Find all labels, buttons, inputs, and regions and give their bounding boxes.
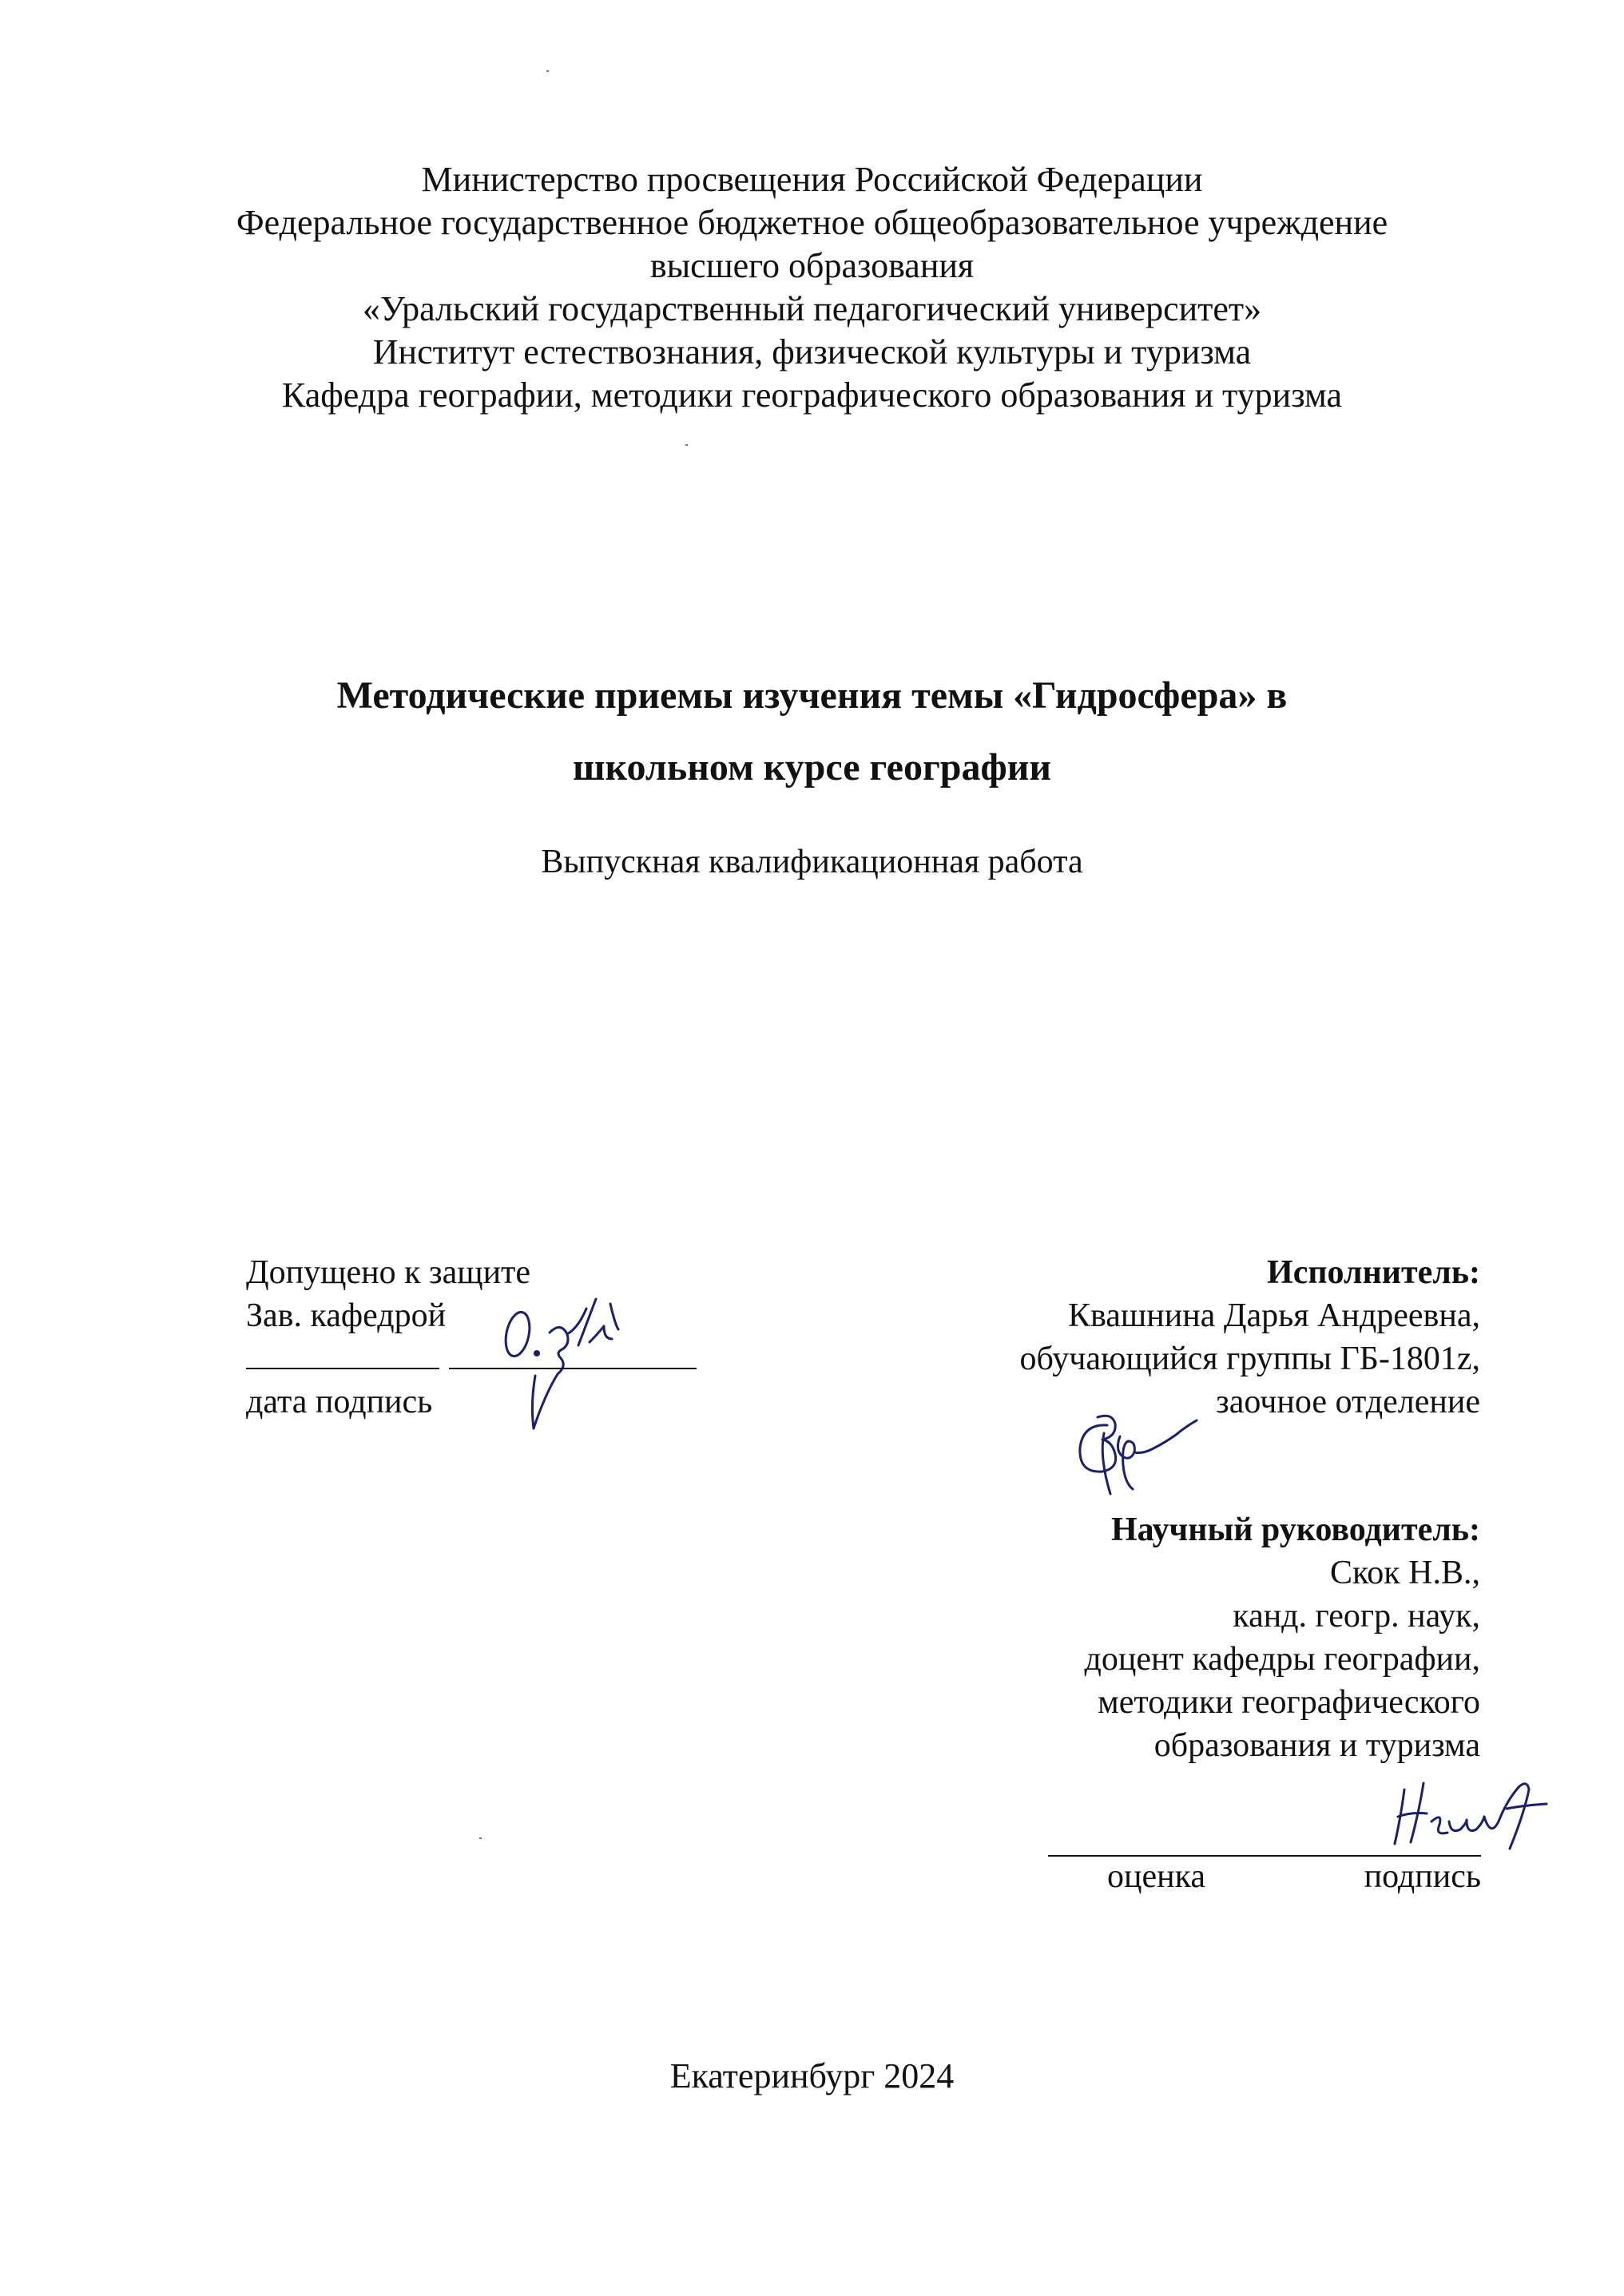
head-signature [484,1293,644,1436]
title-line-1: Методические приемы изучения темы «Гидросфера» в [336,674,1288,717]
header-line: Кафедра географии, методики географического образования и туризма [281,375,1343,415]
thesis-title [0,660,1624,804]
supervisor-degree: канд. геогр. наук, [1233,1598,1480,1635]
signature-label: подпись [1364,1858,1481,1895]
date-line [246,1368,439,1369]
executor-signature [1066,1409,1201,1505]
executor-group: обучающийся группы ГБ-1801z, [1019,1341,1480,1377]
date-signature-label: дата подпись [246,1384,433,1420]
header-line: Федеральное государственное бюджетное общеобразовательное учреждение [236,203,1388,242]
supervisor-signature [1387,1774,1555,1853]
executor-name: Квашнина Дарья Андреевна, [1067,1297,1480,1334]
supervisor-name: Скок Н.В., [1329,1555,1480,1591]
scan-speck [546,70,549,72]
title-line-2: школьном курсе географии [572,746,1051,789]
city-year: Екатеринбург 2024 [669,2056,955,2095]
supervisor-position: методики географического [1098,1684,1480,1721]
header-line: высшего образования [649,246,975,285]
head-of-department-label: Зав. кафедрой [246,1297,447,1334]
admission-text: Допущено к защите [246,1254,531,1291]
executor-department: заочное отделение [1216,1384,1480,1420]
header-line: Министерство просвещения Российской Федерации [421,160,1203,199]
executor-block [1019,1251,1480,1424]
executor-heading: Исполнитель: [1267,1254,1480,1291]
header-line: Институт естествознания, физической культуры и туризма [372,332,1252,371]
supervisor-block [1085,1508,1480,1767]
scan-speck [479,1837,482,1839]
scan-speck [685,444,688,446]
grade-label: оценка [1107,1858,1206,1895]
header-line: «Уральский государственный педагогический университет» [362,289,1262,328]
work-type: Выпускная квалификационная работа [541,844,1083,880]
supervisor-position: доцент кафедры географии, [1084,1641,1480,1678]
supervisor-heading: Научный руководитель: [1111,1511,1480,1548]
institution-header [0,158,1624,417]
supervisor-position: образования и туризма [1153,1727,1480,1764]
